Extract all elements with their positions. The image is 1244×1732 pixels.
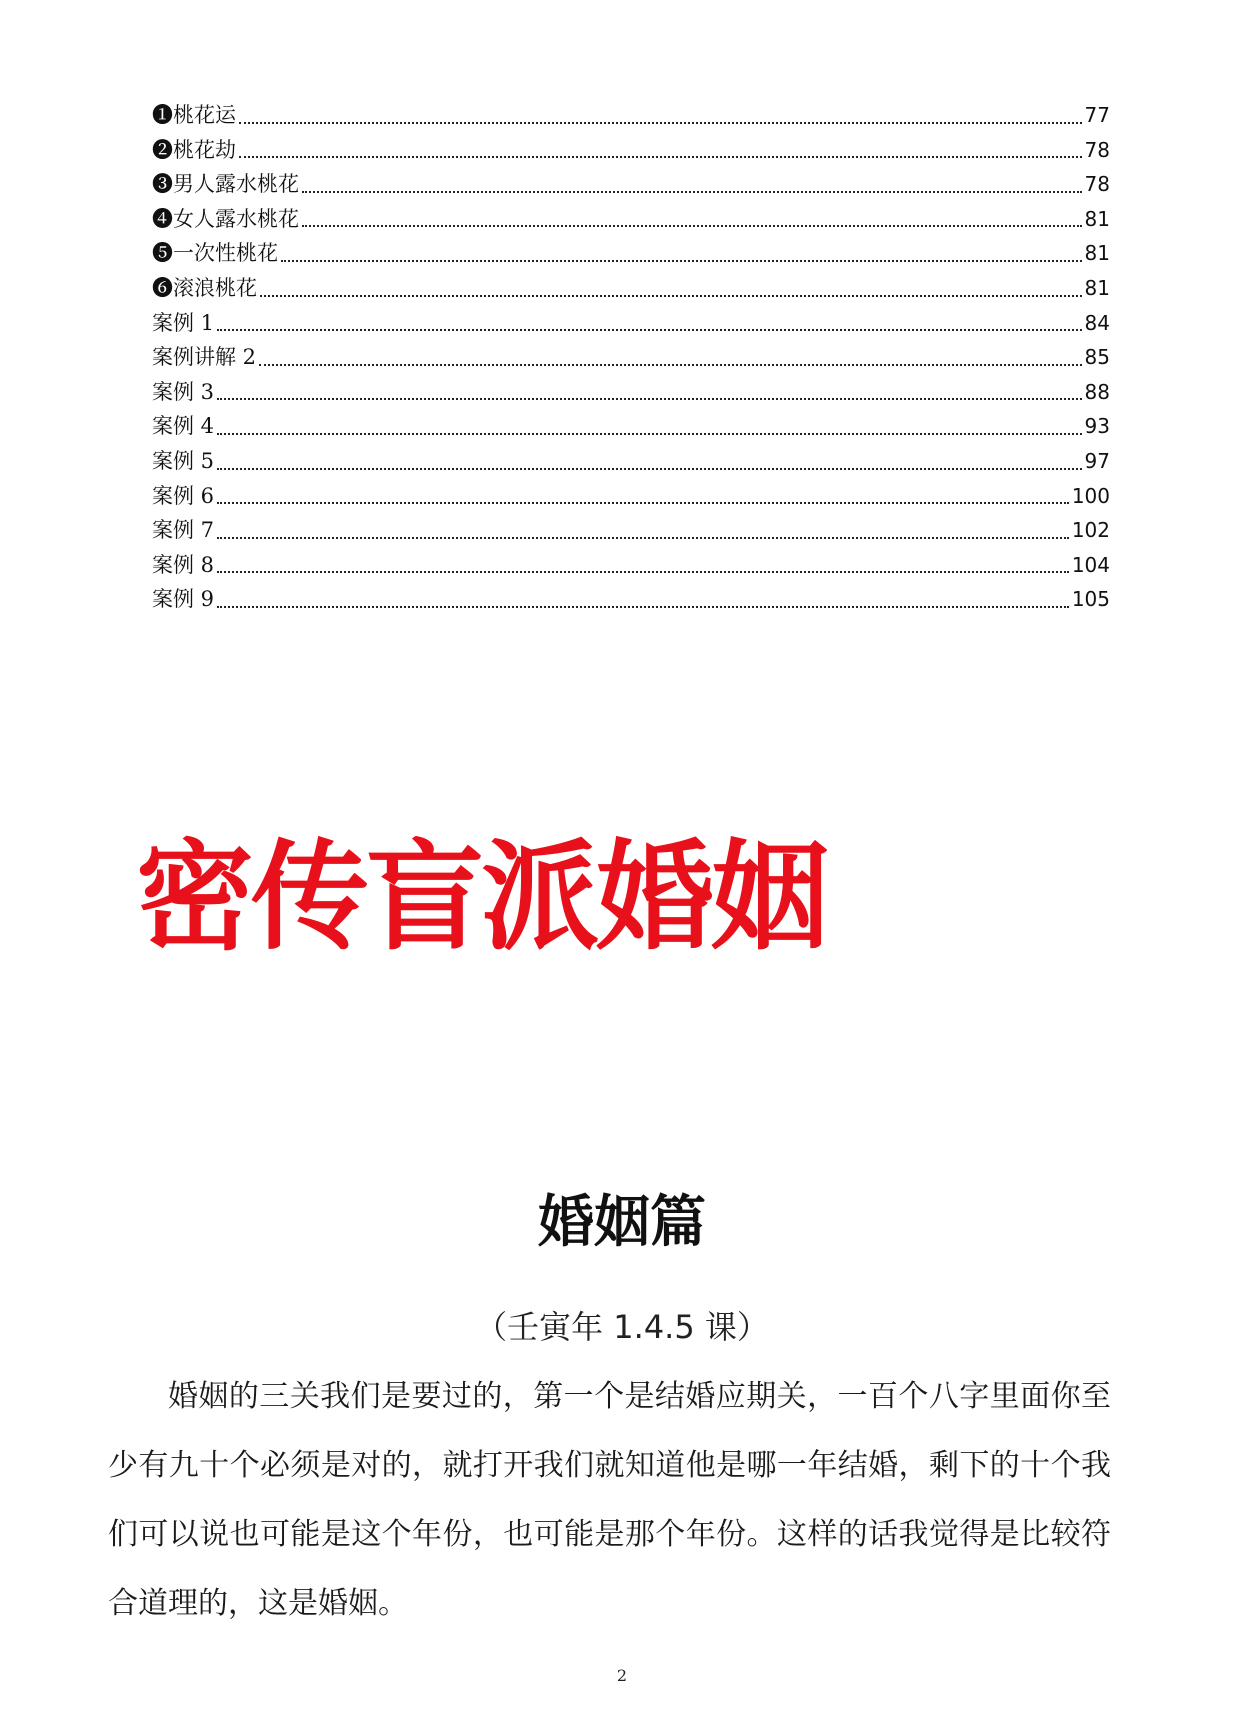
toc-entry-title: 案例 3 [152, 379, 215, 404]
toc-entry[interactable] [152, 409, 1110, 444]
toc-entry-page: 97 [1084, 448, 1110, 473]
toc-entry[interactable] [152, 271, 1110, 306]
toc-dot-leader [259, 364, 1082, 366]
toc-dot-leader [239, 156, 1082, 158]
toc-dot-leader [217, 502, 1069, 504]
toc-entry-page: 81 [1084, 275, 1110, 300]
toc-entry-title: 案例 4 [152, 414, 215, 439]
section-subtitle: （壬寅年 1.4.5 课） [475, 1308, 769, 1346]
toc-dot-leader [217, 433, 1082, 435]
toc-dot-leader [239, 122, 1082, 124]
section-title: 婚姻篇 [538, 1190, 706, 1255]
toc-dot-leader [302, 191, 1082, 193]
toc-entry-title: 案例 5 [152, 448, 215, 473]
toc-entry-title: ❷桃花劫 [152, 137, 236, 162]
toc-dot-leader [281, 260, 1082, 262]
toc-dot-leader [217, 398, 1082, 400]
toc-entry[interactable] [152, 479, 1110, 514]
toc-entry-title: 案例 9 [152, 587, 215, 612]
toc-entry[interactable] [152, 340, 1110, 375]
toc-entry[interactable] [152, 133, 1110, 168]
toc-dot-leader [217, 537, 1069, 539]
toc-entry-title: ❶桃花运 [152, 103, 236, 127]
toc-dot-leader [302, 225, 1082, 227]
toc-entry[interactable] [152, 444, 1110, 479]
toc-entry-title: 案例 6 [152, 483, 215, 508]
page-number: 2 [616, 1666, 628, 1685]
toc-dot-leader [217, 329, 1082, 331]
toc-entry[interactable] [152, 582, 1110, 617]
table-of-contents [152, 98, 1110, 617]
toc-entry-page: 78 [1084, 137, 1110, 162]
toc-entry-title: 案例讲解 2 [152, 345, 257, 370]
toc-dot-leader [217, 606, 1069, 608]
toc-entry-page: 93 [1084, 414, 1110, 439]
toc-entry-title: ❻滚浪桃花 [152, 275, 257, 300]
toc-entry-title: ❸男人露水桃花 [152, 172, 299, 197]
toc-entry[interactable] [152, 375, 1110, 410]
toc-entry-page: 84 [1084, 310, 1110, 335]
toc-entry[interactable] [152, 98, 1110, 133]
toc-entry-page: 85 [1084, 345, 1110, 370]
toc-entry[interactable] [152, 236, 1110, 271]
toc-entry-page: 78 [1084, 172, 1110, 197]
toc-entry-title: ❹女人露水桃花 [152, 206, 299, 231]
toc-dot-leader [217, 571, 1069, 573]
toc-entry-page: 102 [1071, 518, 1110, 543]
toc-entry[interactable] [152, 167, 1110, 202]
toc-entry-page: 105 [1071, 587, 1110, 612]
toc-entry-title: 案例 8 [152, 552, 215, 577]
toc-dot-leader [217, 468, 1082, 470]
toc-entry-page: 81 [1084, 206, 1110, 231]
toc-entry-title: ❺一次性桃花 [152, 241, 278, 266]
toc-entry-page: 77 [1084, 103, 1110, 127]
toc-entry-page: 88 [1084, 379, 1110, 404]
toc-entry-page: 100 [1071, 483, 1110, 508]
red-banner-title: 密传盲派婚姻 [136, 828, 827, 966]
toc-dot-leader [260, 295, 1082, 297]
toc-entry[interactable] [152, 548, 1110, 583]
toc-entry-page: 81 [1084, 241, 1110, 266]
toc-entry-page: 104 [1071, 552, 1110, 577]
toc-entry-title: 案例 1 [152, 310, 215, 335]
toc-entry[interactable] [152, 306, 1110, 341]
toc-entry[interactable] [152, 513, 1110, 548]
body-paragraph: 婚姻的三关我们是要过的，第一个是结婚应期关，一百个八字里面你至少有九十个必须是对的，就打开我们就知道他是哪一年结婚，剩下的十个我们可以说也可能是这个年份，也可能是那个年份。这样的话我觉得是比较符合道理的，这是婚姻。 [108, 1379, 1111, 1621]
toc-entry-title: 案例 7 [152, 518, 215, 543]
toc-entry[interactable] [152, 202, 1110, 237]
